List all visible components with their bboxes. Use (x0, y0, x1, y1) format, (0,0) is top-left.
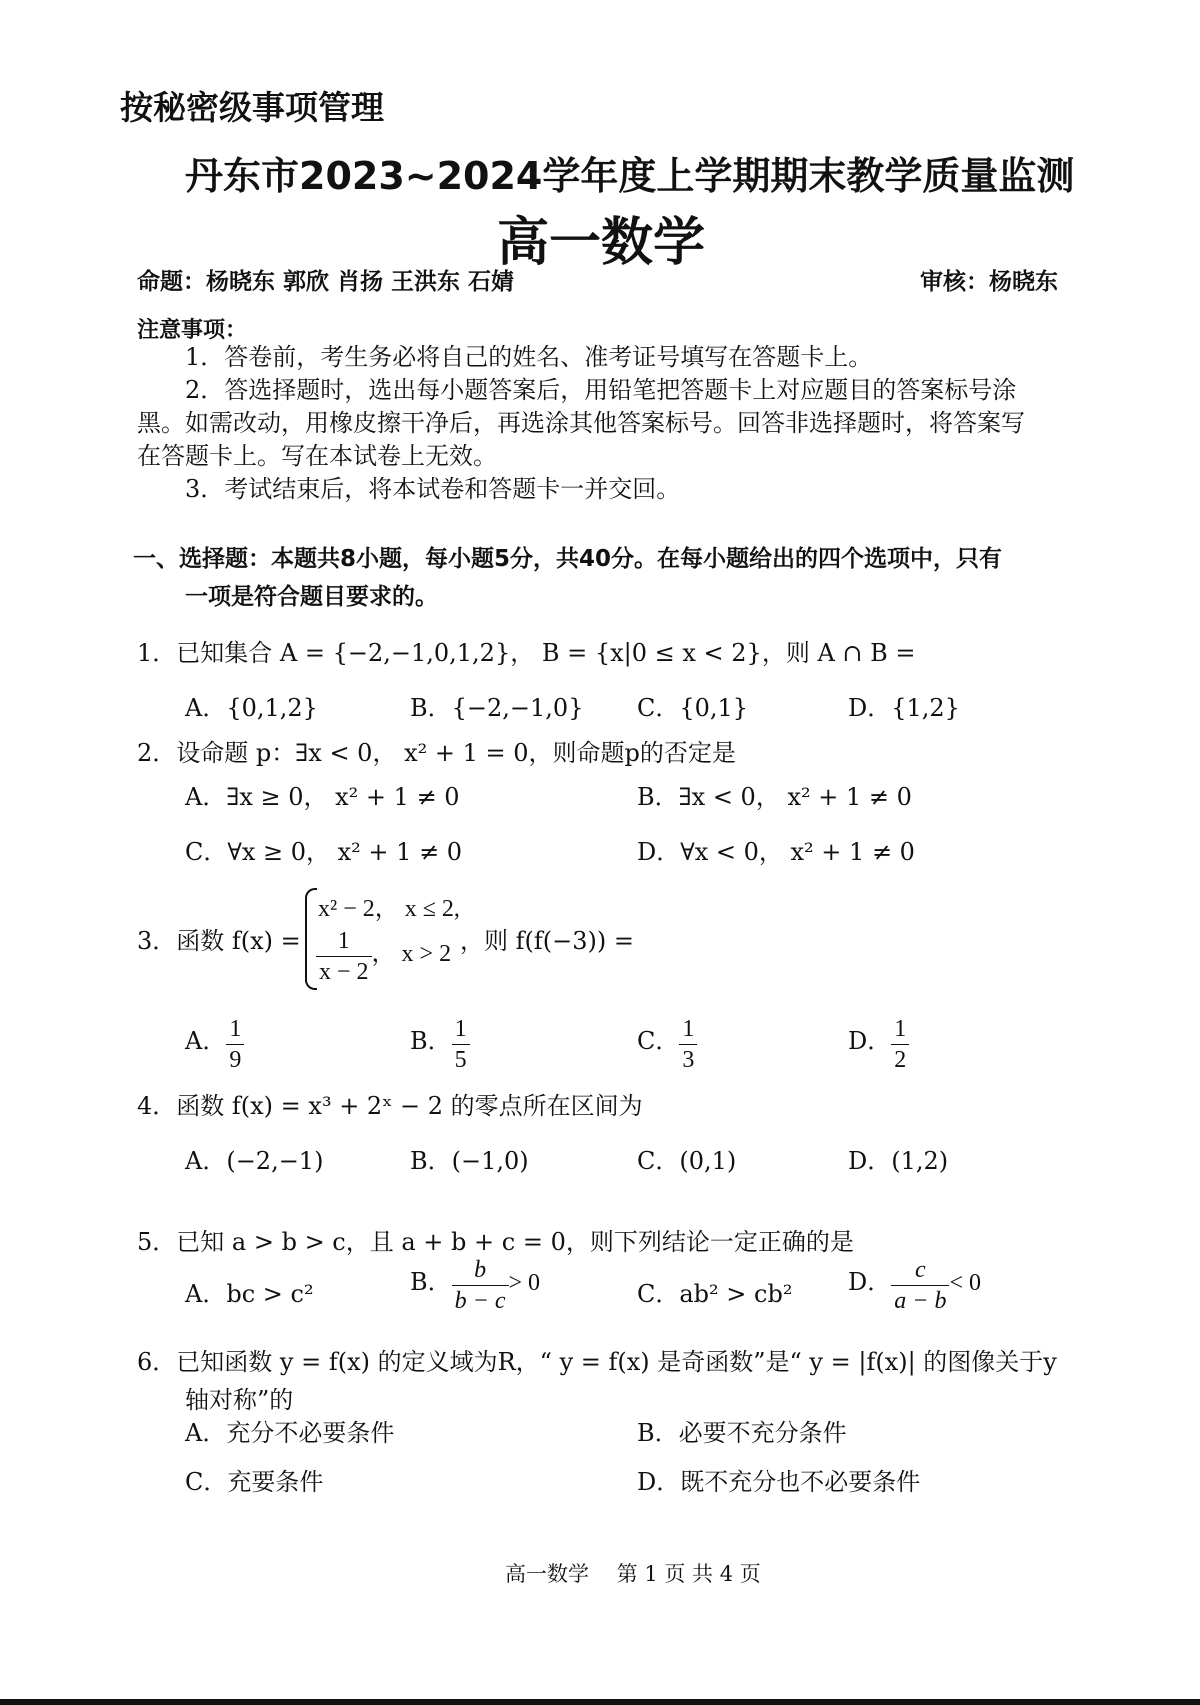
q5-option-d-label: D． (848, 1268, 892, 1296)
notice-item-2-line-2: 黑。如需改动，用橡皮擦干净后，再选涂其他答案标号。回答非选择题时，将答案写 (137, 409, 1025, 437)
q5-option-b-numerator: b (474, 1257, 487, 1283)
q3-option-d-numerator: 1 (894, 1016, 907, 1042)
q3-option-c-numerator: 1 (682, 1016, 695, 1042)
notice-item-2-line-1: 2．答选择题时，选出每小题答案后，用铅笔把答题卡上对应题目的答案标号涂 (185, 376, 1017, 404)
q6-option-d: D．既不充分也不必要条件 (637, 1468, 921, 1496)
q3-option-d (848, 1014, 909, 1075)
q5-option-d-relation: < 0 (949, 1270, 981, 1296)
q3-option-b (410, 1014, 470, 1075)
q3-option-b-denominator: 5 (452, 1044, 470, 1075)
subject-title: 高一数学 (497, 213, 706, 273)
reviewer-line: 审核：杨晓东 (920, 269, 1058, 295)
notice-item-2-line-3: 在答题卡上。写在本试卷上无效。 (137, 442, 497, 470)
page-footer: 高一数学 第 1 页 共 4 页 (505, 1562, 761, 1586)
q6-stem-line-2: 轴对称”的 (185, 1386, 294, 1414)
q5-option-c: C．ab² > cb² (637, 1280, 793, 1308)
q4-option-d: D．(1,2) (848, 1147, 949, 1175)
q3-option-b-label: B． (410, 1027, 452, 1055)
bottom-border (0, 1699, 1200, 1705)
q3-case-2-denominator: x − 2 (316, 956, 372, 987)
q5-option-d (848, 1255, 981, 1316)
q5-option-b-label: B． (410, 1268, 452, 1296)
q5-option-a: A．bc > c² (185, 1280, 314, 1308)
q3-option-c-label: C． (637, 1027, 680, 1055)
q1-option-d: D．{1,2} (848, 694, 960, 722)
q5-option-b (410, 1255, 540, 1316)
q6-option-c: C．充要条件 (185, 1468, 324, 1496)
q6-stem-line-1: 6．已知函数 y = f(x) 的定义域为R，“ y = f(x) 是奇函数”是“ y = |f(x)| 的图像关于y (137, 1348, 1057, 1376)
q3-option-c (637, 1014, 697, 1075)
q3-prefix: 3．函数 f(x) = (137, 927, 301, 955)
q2-option-a: A．∃x ≥ 0， x² + 1 ≠ 0 (185, 783, 460, 811)
q5-option-d-denominator: a − b (891, 1285, 949, 1316)
q4-option-c: C．(0,1) (637, 1147, 737, 1175)
q3-option-a (185, 1014, 244, 1075)
section-1-heading-line-1: 一、选择题：本题共8小题，每小题5分，共40分。在每小题给出的四个选项中，只有 (133, 546, 1003, 572)
notice-item-1: 1．答卷前，考生务必将自己的姓名、准考证号填写在答题卡上。 (185, 343, 873, 371)
q3-case-2 (316, 926, 451, 987)
q5-option-d-numerator: c (915, 1257, 926, 1283)
q3-case-2-condition: ， x > 2 (371, 941, 452, 967)
q3-option-a-numerator: 1 (229, 1016, 242, 1042)
authors-line: 命题：杨晓东 郭欣 肖扬 王洪东 石婧 (137, 269, 515, 295)
secrecy-label: 按秘密级事项管理 (120, 88, 384, 127)
q1-option-a: A．{0,1,2} (185, 694, 318, 722)
q1-stem: 1．已知集合 A = {−2,−1,0,1,2}， B = {x|0 ≤ x < 2}，则 A ∩ B = (137, 639, 916, 667)
q6-option-a: A．充分不必要条件 (185, 1419, 395, 1447)
q1-option-c: C．{0,1} (637, 694, 749, 722)
q4-stem: 4．函数 f(x) = x³ + 2ˣ − 2 的零点所在区间为 (137, 1092, 643, 1120)
q3-option-d-denominator: 2 (891, 1044, 909, 1075)
q3-case-2-numerator: 1 (337, 928, 350, 954)
q3-case-1: x² − 2， x ≤ 2, (318, 896, 460, 922)
q3-option-d-label: D． (848, 1027, 892, 1055)
q3-suffix: ，则 f(f(−3)) = (460, 927, 634, 955)
q2-option-c: C．∀x ≥ 0， x² + 1 ≠ 0 (185, 838, 463, 866)
q4-option-b: B．(−1,0) (410, 1147, 529, 1175)
notice-item-3: 3．考试结束后，将本试卷和答题卡一并交回。 (185, 475, 681, 503)
q3-option-c-denominator: 3 (679, 1044, 697, 1075)
section-1-heading-line-2: 一项是符合题目要求的。 (185, 584, 438, 610)
q6-option-b: B．必要不充分条件 (637, 1419, 847, 1447)
q3-option-b-numerator: 1 (454, 1016, 467, 1042)
q2-option-d: D．∀x < 0， x² + 1 ≠ 0 (637, 838, 915, 866)
q5-stem: 5．已知 a > b > c，且 a + b + c = 0，则下列结论一定正确的是 (137, 1228, 854, 1256)
q2-option-b: B．∃x < 0， x² + 1 ≠ 0 (637, 783, 912, 811)
q4-option-a: A．(−2,−1) (185, 1147, 324, 1175)
notice-heading: 注意事项： (137, 318, 248, 343)
q5-option-b-relation: > 0 (508, 1270, 541, 1296)
q2-stem: 2．设命题 p：∃x < 0， x² + 1 = 0，则命题p的否定是 (137, 739, 736, 767)
q3-option-a-label: A． (185, 1027, 227, 1055)
q3-option-a-denominator: 9 (226, 1044, 244, 1075)
q1-option-b: B．{−2,−1,0} (410, 694, 584, 722)
exam-title: 丹东市2023~2024学年度上学期期末教学质量监测 (185, 154, 1075, 198)
q5-option-b-denominator: b − c (452, 1285, 509, 1316)
